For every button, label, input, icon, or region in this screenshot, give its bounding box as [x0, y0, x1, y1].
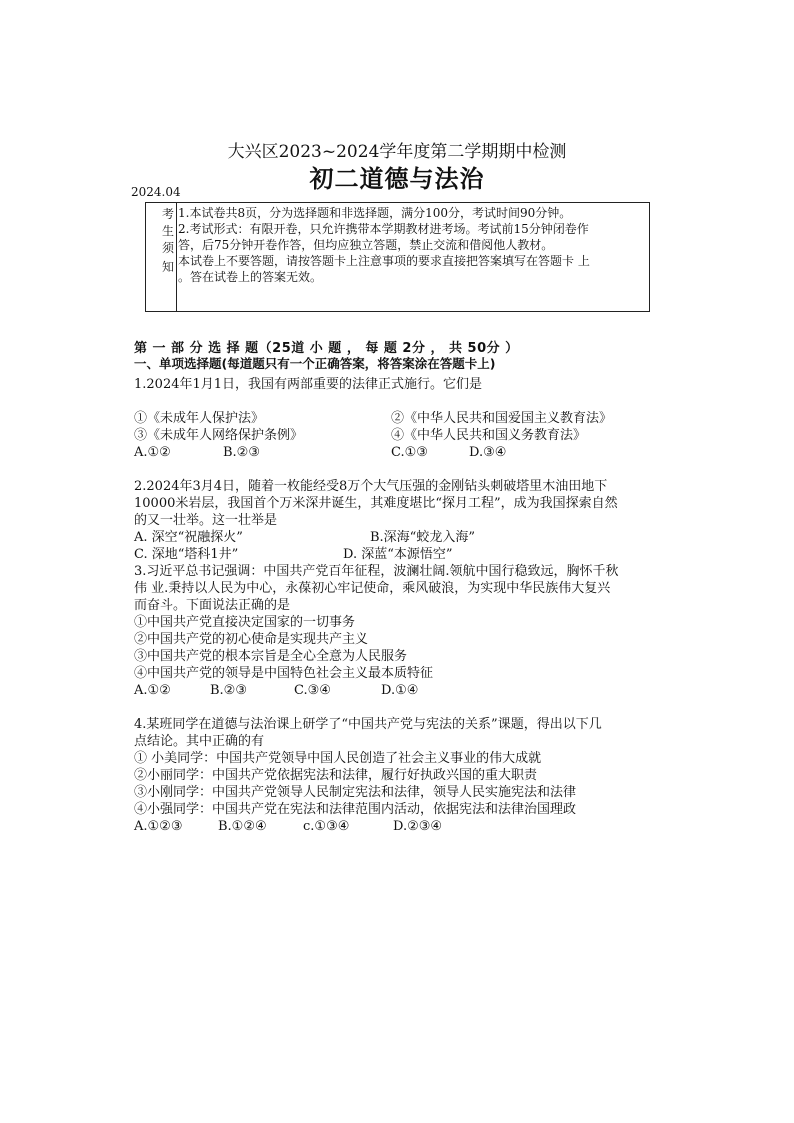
- question-4-item: ④小强同学：中国共产党在宪法和法律范围内活动，依据宪法和法律治国理政: [134, 802, 577, 817]
- question-1-item: ②《中华人民共和国爱国主义教育法》: [391, 411, 613, 426]
- notice-line: 。答在试卷上的答案无效。: [178, 270, 323, 284]
- question-2-option: D. 深蓝“本源悟空”: [343, 547, 453, 562]
- notice-side-label: 考: [161, 207, 174, 221]
- question-2-stem: 10000米岩层，我国首个万米深井诞生，其难度堪比“探月工程”，成为我国探索自然: [134, 496, 618, 511]
- notice-side-label: 须: [161, 241, 174, 255]
- question-1-option: A.①②: [134, 445, 171, 460]
- question-1-item: ③《未成年人网络保护条例》: [134, 428, 304, 443]
- question-3-stem: 而奋斗。下面说法正确的是: [134, 598, 291, 613]
- section-title: 第 一 部 分 选 择 题（25道 小 题 ， 每 题 2分 ， 共 50分 ）: [134, 341, 519, 356]
- question-3-option: D.①④: [381, 683, 419, 698]
- question-3-item: ④中国共产党的领导是中国特色社会主义最本质特征: [134, 666, 434, 681]
- question-3-stem: 伟 业.秉持以人民为中心，永葆初心牢记使命，乘风破浪，为实现中华民族伟大复兴: [134, 581, 611, 596]
- question-3-item: ③中国共产党的根本宗旨是全心全意为人民服务: [134, 649, 408, 664]
- question-4-stem: 4.某班同学在道德与法治课上研学了“中国共产党与宪法的关系”课题，得出以下几: [134, 717, 602, 732]
- question-1-item: ①《未成年人保护法》: [134, 411, 265, 426]
- question-2-option: B.深海“蛟龙入海”: [370, 530, 475, 545]
- question-1-option: D.③④: [469, 445, 507, 460]
- question-4-option: B.①②④: [218, 819, 267, 834]
- question-3-item: ①中国共产党直接决定国家的一切事务: [134, 615, 356, 630]
- question-3-option: A.①②: [134, 683, 171, 698]
- question-2-option: A. 深空“祝融探火”: [134, 530, 243, 545]
- notice-divider: [176, 202, 177, 312]
- question-3-option: C.③④: [294, 683, 331, 698]
- notice-line: 2.考试形式：有限开卷，只允许携带本学期教材进考场。考试前15分钟闭卷作: [178, 222, 589, 236]
- notice-side-label: 知: [161, 260, 174, 274]
- question-4-option: D.②③④: [393, 819, 443, 834]
- notice-line: 答，后75分钟开卷作答，但均应独立答题，禁止交流和借阅他人教材。: [178, 238, 554, 252]
- question-1-item: ④《中华人民共和国义务教育法》: [391, 428, 587, 443]
- question-2-stem: 的又一壮举。这一壮举是: [134, 513, 278, 528]
- question-4-option: c.①③④: [303, 819, 350, 834]
- question-3-option: B.②③: [210, 683, 247, 698]
- question-3-stem: 3.习近平总书记强调：中国共产党百年征程，波澜壮阔.领航中国行稳致远，胸怀千秋: [134, 564, 619, 579]
- notice-line: 本试卷上不要答题，请按答题卡上注意事项的要求直接把答案填写在答题卡 上: [178, 254, 590, 268]
- exam-subtitle: 大兴区2023~2024学年度第二学期期中检测: [227, 142, 567, 162]
- question-1-option: C.①③: [391, 445, 428, 460]
- question-4-item: ②小丽同学：中国共产党依据宪法和法律，履行好执政兴国的重大职责: [134, 768, 538, 783]
- notice-line: 1.本试卷共8页，分为选择题和非选择题，满分100分，考试时间90分钟。: [178, 206, 572, 220]
- question-2-stem: 2.2024年3月4日，随着一枚能经受8万个大气压强的金刚钻头刺破塔里木油田地下: [134, 479, 608, 494]
- question-3-item: ②中国共产党的初心使命是实现共产主义: [134, 632, 369, 647]
- exam-date: 2024.04: [131, 185, 181, 199]
- question-1-option: B.②③: [223, 445, 260, 460]
- question-4-item: ① 小美同学：中国共产党领导中国人民创造了社会主义事业的伟大成就: [134, 751, 542, 766]
- question-4-stem: 点结论。其中正确的有: [134, 734, 265, 749]
- subsection-title: 一、单项选择题(每道题只有一个正确答案，将答案涂在答题卡上): [134, 356, 496, 371]
- page-title: 初二道德与法治: [309, 165, 485, 193]
- question-4-option: A.①②③: [134, 819, 183, 834]
- question-4-item: ③小刚同学：中国共产党领导人民制定宪法和法律，领导人民实施宪法和法律: [134, 785, 577, 800]
- notice-side-label: 生: [161, 224, 174, 238]
- question-2-option: C. 深地“塔科1井”: [134, 547, 239, 562]
- question-1-stem: 1.2024年1月1日，我国有两部重要的法律正式施行。它们是: [134, 377, 483, 392]
